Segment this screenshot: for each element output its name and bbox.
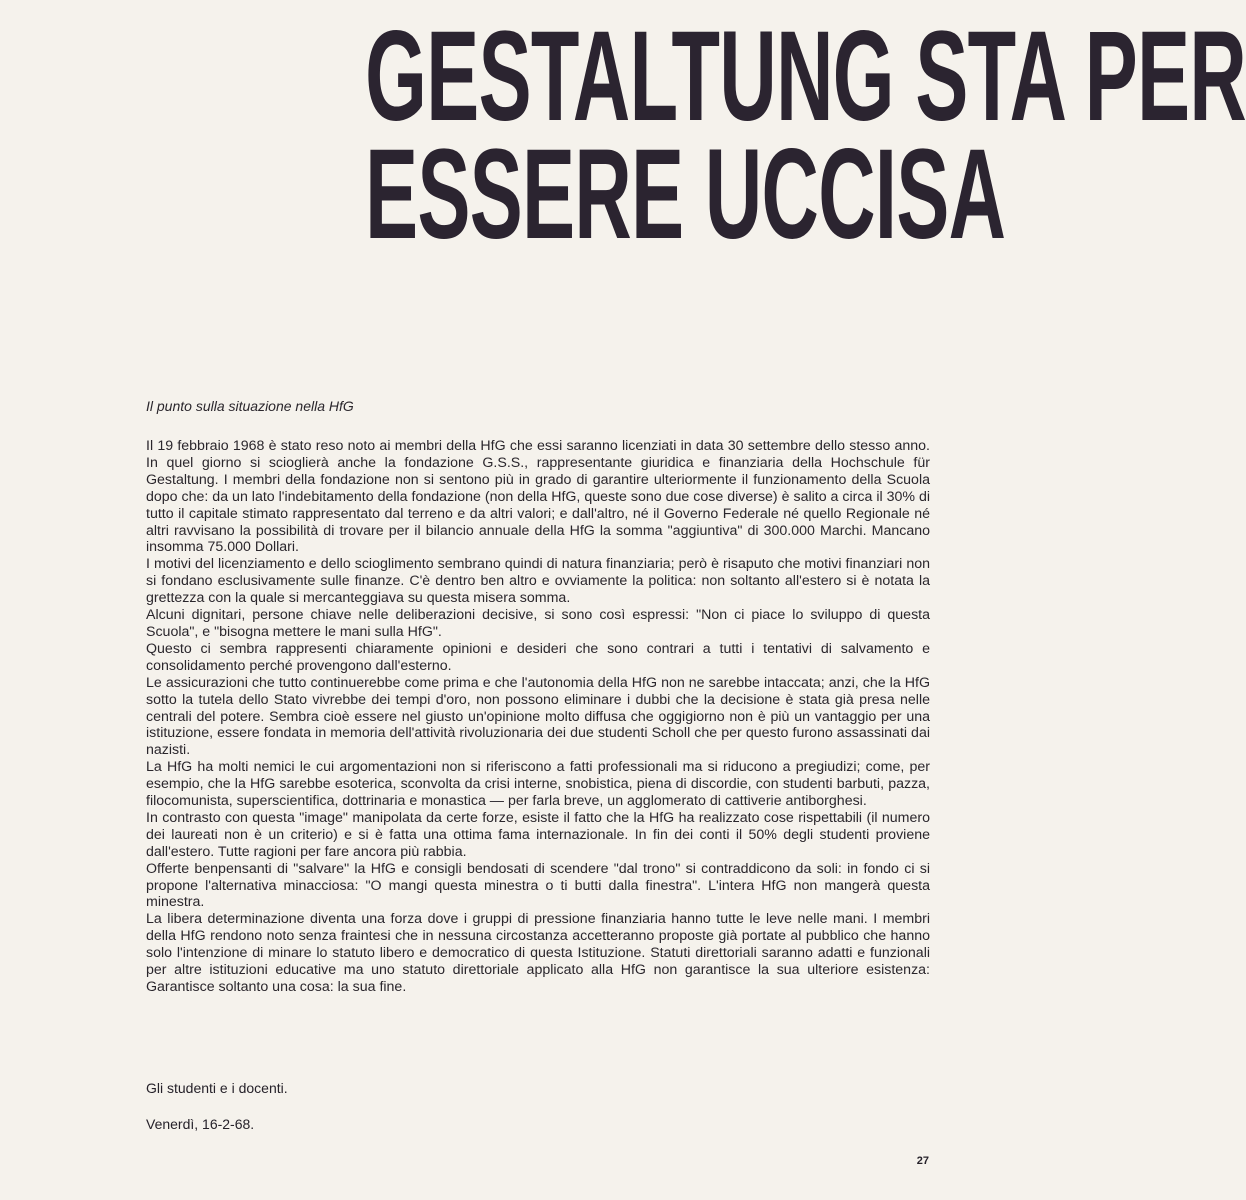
paragraph: Offerte benpensanti di "salvare" la HfG e consigli bendosati di scendere "dal trono" si contraddicono da soli: in fondo ci si propone l'alternativa minacciosa: "O mangi questa minestra o ti butti dalla finestra". L'intera HfG non mangerà questa minestra. <box>146 860 930 911</box>
paragraph: La libera determinazione diventa una forza dove i gruppi di pressione finanziaria hanno tutte le leve nelle mani. I membri della HfG rendono noto senza fraintesi che in nessuna circostanza accetteranno proposte già portate al pubblico che hanno solo l'intenzione di minare lo statuto libero e democratico di questa Istituzione. Statuti direttoriali saranno adatti e funzionali per altre istituzioni educative ma uno statuto direttoriale applicato alla HfG non garantisce la sua ulteriore esistenza: Garantisce soltanto una cosa: la sua fine. <box>146 911 930 995</box>
paragraph: I motivi del licenziamento e dello scioglimento sembrano quindi di natura finanziaria; però è risaputo che motivi finanziari non si fondano esclusivamente sulle finanze. C'è dentro ben altro e ovviamente la politica: non soltanto all'estero si è notata la grettezza con la quale si mercanteggiava su questa misera somma. <box>146 556 930 607</box>
article-subtitle: Il punto sulla situazione nella HfG <box>146 398 354 414</box>
headline-line-2: ESSERE UCCISA <box>365 123 1006 266</box>
paragraph: Questo ci sembra rappresenti chiaramente opinioni e desideri che sono contrari a tutti i tentativi di salvamento e consolidamento perché provengono dall'esterno. <box>146 640 930 674</box>
page-number: 27 <box>916 1155 929 1167</box>
paragraph: Alcuni dignitari, persone chiave nelle deliberazioni decisive, si sono così espressi: "Non ci piace lo sviluppo di questa Scuola", e "bisogna mettere le mani sulla HfG". <box>146 607 930 640</box>
headline-line-1: GESTALTUNG STA PER <box>365 5 1246 148</box>
paragraph: La HfG ha molti nemici le cui argomentazioni non si riferiscono a fatti professionali ma si riducono a pregiudizi; come, per esempio, che la HfG sarebbe esoterica, sconvolta da crisi interne, snobistica, piena di discordie, con studenti barbuti, pazza, filocomunista, superscientifica, dottrinaria e monastica — per farla breve, un agglomerato di cattiverie antiborghesi. <box>146 759 930 810</box>
paragraph: Le assicurazioni che tutto continuerebbe come prima e che l'autonomia della HfG non ne sarebbe intaccata; anzi, che la HfG sotto la tutela dello Stato vivrebbe dei tempi d'oro, non possono eliminare i dubbi che la decisione è stata già presa nelle centrali del potere. Sembra cioè essere nel giusto un'opinione molto diffusa che oggigiorno non è più un vantaggio per una istituzione, essere fondata in memoria dell'attività rivoluzionaria dei due studenti Scholl che per questo furono assassinati dai nazisti. <box>146 674 930 759</box>
paragraph: Il 19 febbraio 1968 è stato reso noto ai membri della HfG che essi saranno licenziati in data 30 settembre dello stesso anno. In quel giorno si scioglierà anche la fondazione G.S.S., rappresentante giuridica e finanziaria della Hochschule für Gestaltung. I membri della fondazione non si sentono più in grado di garantire ulteriormente il funzionamento della Scuola dopo che: da un lato l'indebitamento della fondazione (non della HfG, queste sono due cose diverse) è salito a circa il 30% di tutto il capitale stimato rappresentato dal terreno e da altri valori; e dall'altro, né il Governo Federale né quello Regionale né altri ravvisano la possibilità di trovare per il bilancio annuale della HfG la somma "aggiuntiva" di 300.000 Marchi. Mancano insomma 75.000 Dollari. <box>146 438 930 556</box>
headline <box>0 5 1246 266</box>
signature: Gli studenti e i docenti. <box>146 1080 288 1096</box>
date: Venerdì, 16-2-68. <box>146 1116 255 1132</box>
paragraph: In contrasto con questa "image" manipolata da certe forze, esiste il fatto che la HfG ha realizzato cose rispettabili (il numero dei laureati non è un criterio) e si è fatta una ottima fama internazionale. In fin dei conti il 50% degli studenti proviene dall'estero. Tutte ragioni per fare ancora più rabbia. <box>146 809 930 860</box>
article-body <box>146 438 930 996</box>
